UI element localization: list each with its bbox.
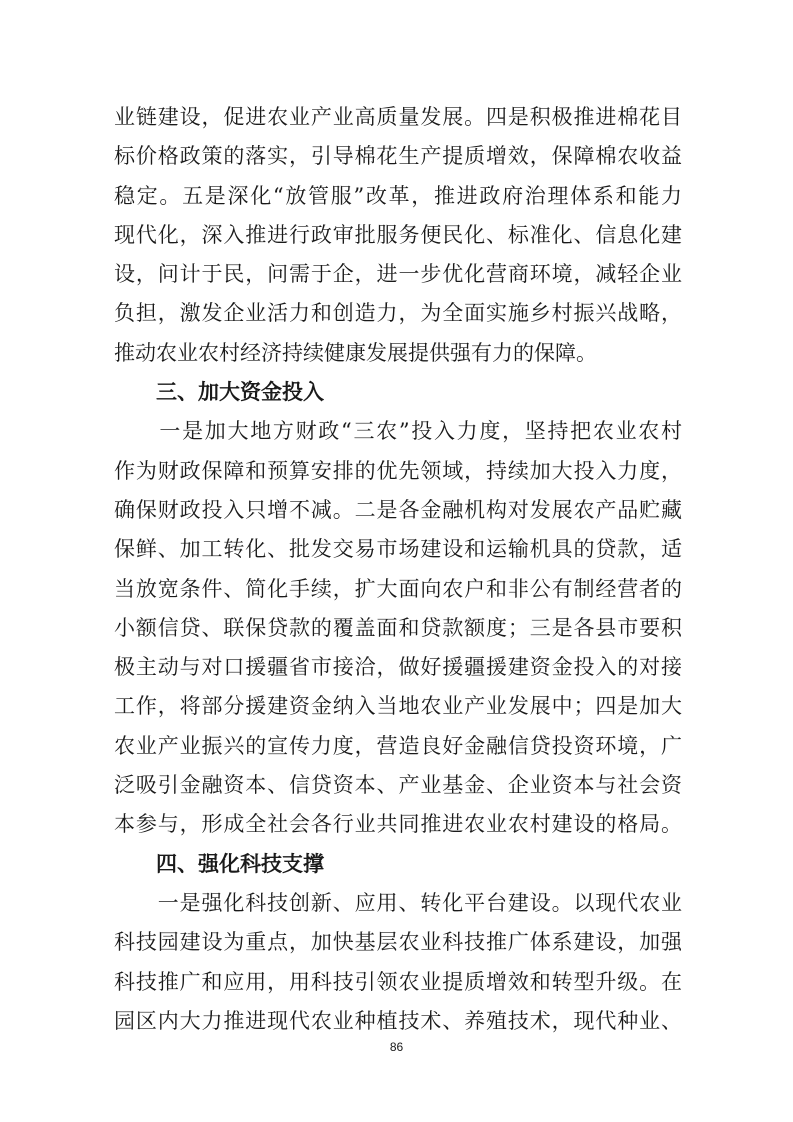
text-line: 保鲜、加工转化、批发交易市场建设和运输机具的贷款，适 (114, 537, 682, 562)
text-line: 农业产业振兴的宣传力度，营造良好金融信贷投资环境，广 (114, 733, 682, 758)
text-line: 业链建设，促进农业产业高质量发展。四是积极推进棉花目 (114, 105, 682, 129)
text-line: 当放宽条件、简化手续，扩大面向农户和非公有制经营者的 (114, 576, 682, 601)
section-heading-technology: 四、强化科技支撑 (156, 851, 324, 876)
paragraph-funding (114, 412, 682, 844)
text-line: 小额信贷、联保贷款的覆盖面和贷款额度；三是各县市要积 (114, 615, 682, 640)
text-line: 工作，将部分援建资金纳入当地农业产业发展中；四是加大 (114, 694, 682, 719)
document-page (114, 98, 682, 1041)
text-line: 一是加大地方财政“三农”投入力度，坚持把农业农村 (114, 419, 682, 444)
text-line: 科技推广和应用，用科技引领农业提质增效和转型升级。在 (114, 969, 682, 994)
text-line: 本参与，形成全社会各行业共同推进农业农村建设的格局。 (114, 812, 682, 837)
section-heading-funding: 三、加大资金投入 (156, 380, 324, 405)
text-line: 一是强化科技创新、应用、转化平台建设。以现代农业 (114, 890, 682, 915)
paragraph-rural-industry-chain (114, 98, 682, 373)
text-line: 作为财政保障和预算安排的优先领域，持续加大投入力度， (114, 458, 682, 483)
text-line: 设，问计于民，问需于企，进一步优化营商环境，减轻企业 (114, 262, 682, 287)
text-line: 极主动与对口援疆省市接洽，做好援疆援建资金投入的对接 (114, 655, 682, 680)
text-line: 园区内大力推进现代农业种植技术、养殖技术，现代种业、 (114, 1008, 682, 1033)
text-line: 确保财政投入只增不减。二是各金融机构对发展农产品贮藏 (114, 497, 682, 522)
page-number: 86 (389, 1040, 404, 1054)
text-line: 现代化，深入推进行政审批服务便民化、标准化、信息化建 (114, 222, 682, 247)
text-line: 科技园建设为重点，加快基层农业科技推广体系建设，加强 (114, 930, 682, 955)
paragraph-technology (114, 884, 682, 1041)
text-line: 稳定。五是深化“放管服”改革，推进政府治理体系和能力 (114, 183, 682, 208)
text-line: 负担，激发企业活力和创造力，为全面实施乡村振兴战略， (114, 301, 682, 326)
text-line: 泛吸引金融资本、信贷资本、产业基金、企业资本与社会资 (114, 773, 682, 798)
text-line: 标价格政策的落实，引导棉花生产提质增效，保障棉农收益 (114, 144, 682, 169)
text-line: 推动农业农村经济持续健康发展提供强有力的保障。 (114, 340, 597, 365)
